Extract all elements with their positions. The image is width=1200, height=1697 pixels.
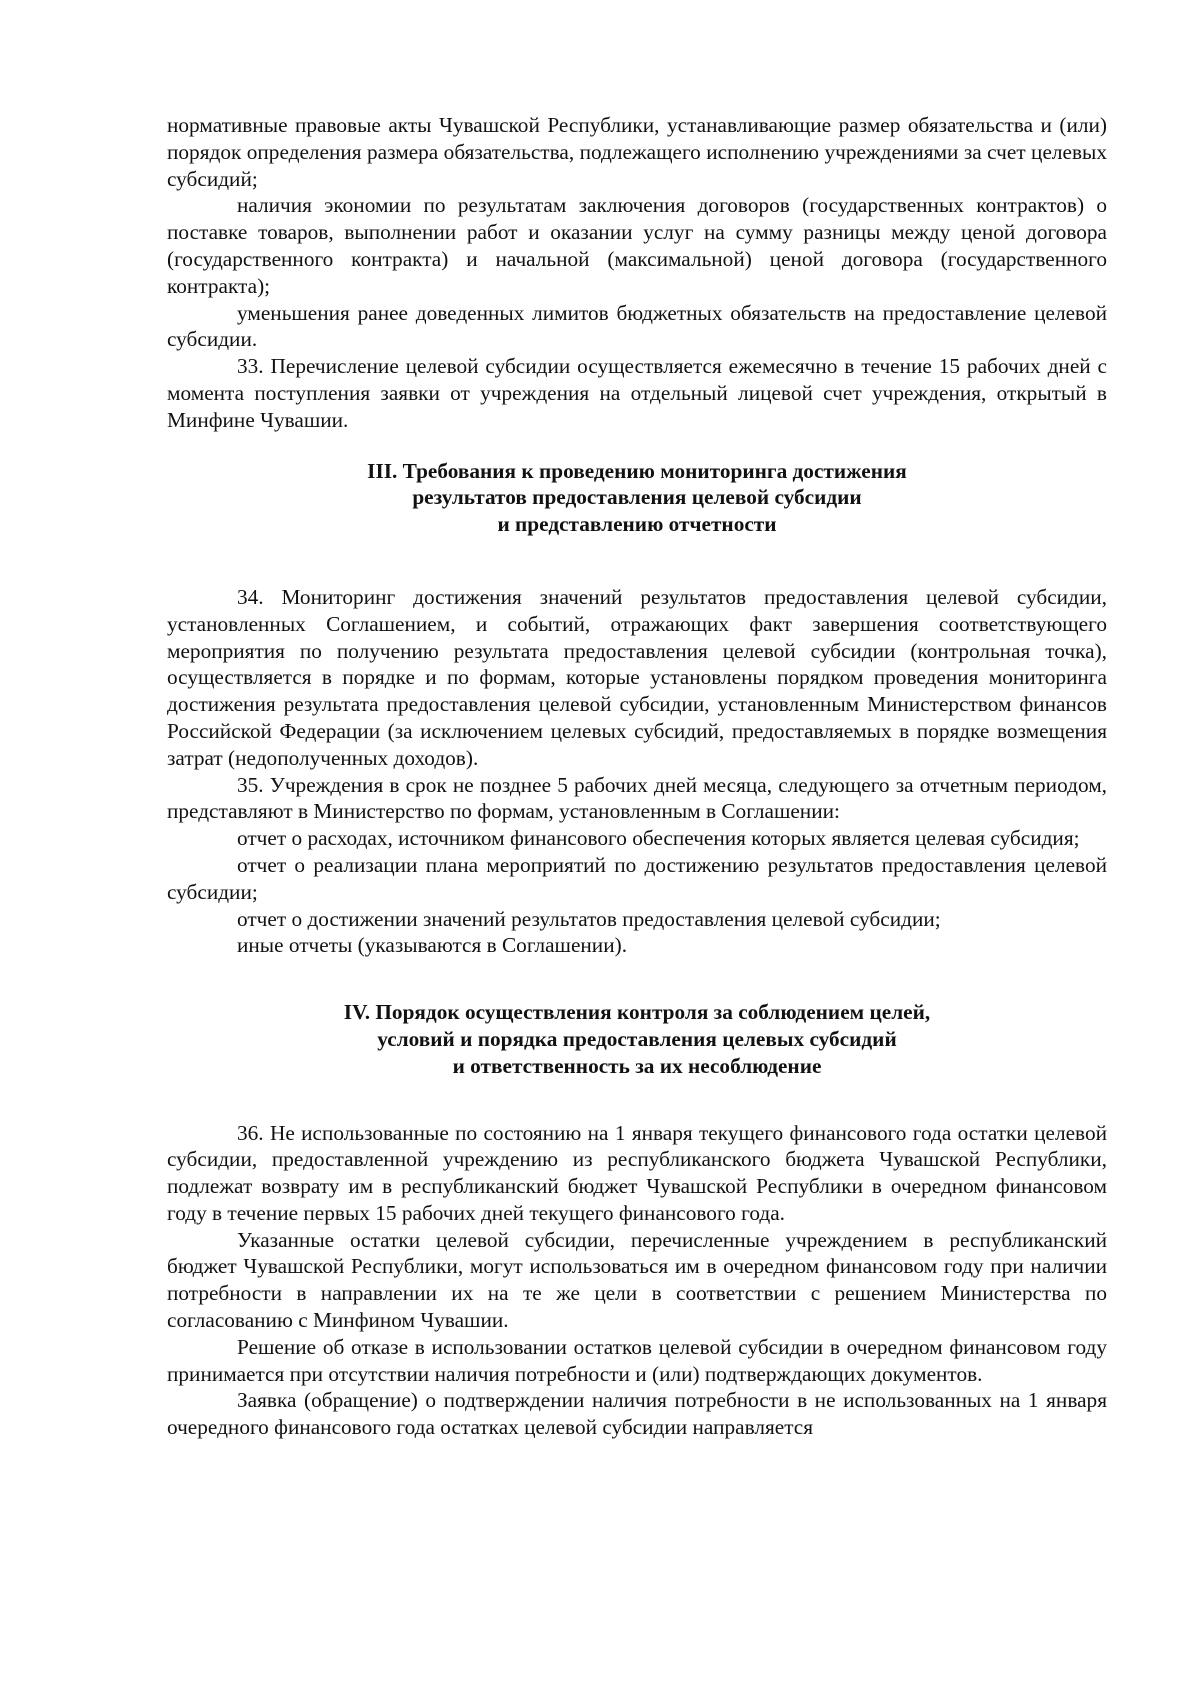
paragraph: Указанные остатки целевой субсидии, перечисленные учреждением в республиканский бюджет Чувашской Республики, могут использоваться им в очередном финансовом году при наличии потребности в направлении их на те же цели в соответствии с решением Министерства по согласованию с Минфином Чувашии.	[167, 1227, 1107, 1333]
section-heading	[167, 999, 1107, 1079]
section-heading-line: III. Требования к проведению мониторинга достижения	[367, 458, 907, 483]
section-heading-line: и представлению отчетности	[497, 512, 777, 537]
section-heading-line: IV. Порядок осуществления контроля за соблюдением целей,	[343, 1000, 931, 1025]
paragraph: отчет о расходах, источником финансового обеспечения которых является целевая субсидия;	[237, 826, 1080, 851]
paragraph: уменьшения ранее доведенных лимитов бюджетных обязательств на предоставление целевой субсидии.	[167, 300, 1107, 352]
paragraph: 36. Не использованные по состоянию на 1 января текущего финансового года остатки целевой субсидии, предоставленной учреждению из республиканского бюджета Чувашской Республики, подлежат возврату им в республиканский бюджет Чувашской Республики в очередном финансовом году в течение первых 15 рабочих дней текущего финансового года.	[167, 1120, 1107, 1225]
paragraph: Заявка (обращение) о подтверждении наличия потребности в не использованных на 1 января очередного финансового года остатках целевой субсидии направляется	[167, 1388, 1107, 1440]
section-heading-line: и ответственность за их несоблюдение	[452, 1053, 822, 1078]
paragraph: отчет о достижении значений результатов предоставления целевой субсидии;	[237, 906, 941, 931]
paragraph: 35. Учреждения в срок не позднее 5 рабочих дней месяца, следующего за отчетным периодом, представляют в Министерство по формам, установленным в Соглашении:	[167, 772, 1107, 824]
paragraph: наличия экономии по результатам заключения договоров (государственных контрактов) о поставке товаров, выполнении работ и оказании услуг на сумму разницы между ценой договора (государственного контракта) и начальной (максимальной) ценой договора (государственного контракта);	[167, 193, 1107, 298]
paragraph: 33. Перечисление целевой субсидии осуществляется ежемесячно в течение 15 рабочих дней с момента поступления заявки от учреждения на отдельный лицевой счет учреждения, открытый в Минфине Чувашии.	[167, 354, 1107, 432]
paragraph: отчет о реализации плана мероприятий по достижению результатов предоставления целевой субсидии;	[167, 852, 1107, 904]
section-heading-line: условий и порядка предоставления целевых субсидий	[377, 1026, 897, 1051]
paragraph: Решение об отказе в использовании остатков целевой субсидии в очередном финансовом году принимается при отсутствии наличия потребности и (или) подтверждающих документов.	[167, 1334, 1107, 1386]
paragraph: 34. Мониторинг достижения значений результатов предоставления целевой субсидии, установленных Соглашением, и событий, отражающих факт завершения соответствующего мероприятия по получению результата предоставления целевой субсидии (контрольная точка), осуществляется в порядке и по формам, которые установлены порядком проведения мониторинга достижения результата предоставления целевой субсидии, установленным Министерством финансов Российской Федерации (за исключением целевых субсидий, предоставляемых в порядке возмещения затрат (недополученных доходов).	[167, 584, 1107, 770]
paragraph: иные отчеты (указываются в Соглашении).	[237, 933, 628, 958]
document-body	[167, 112, 1107, 1441]
paragraph: нормативные правовые акты Чувашской Республики, устанавливающие размер обязательства и (или) порядок определения размера обязательства, подлежащего исполнению учреждениями за счет целевых субсидий;	[167, 113, 1107, 191]
section-heading-line: результатов предоставления целевой субсидии	[412, 485, 862, 510]
section-heading	[167, 458, 1107, 538]
